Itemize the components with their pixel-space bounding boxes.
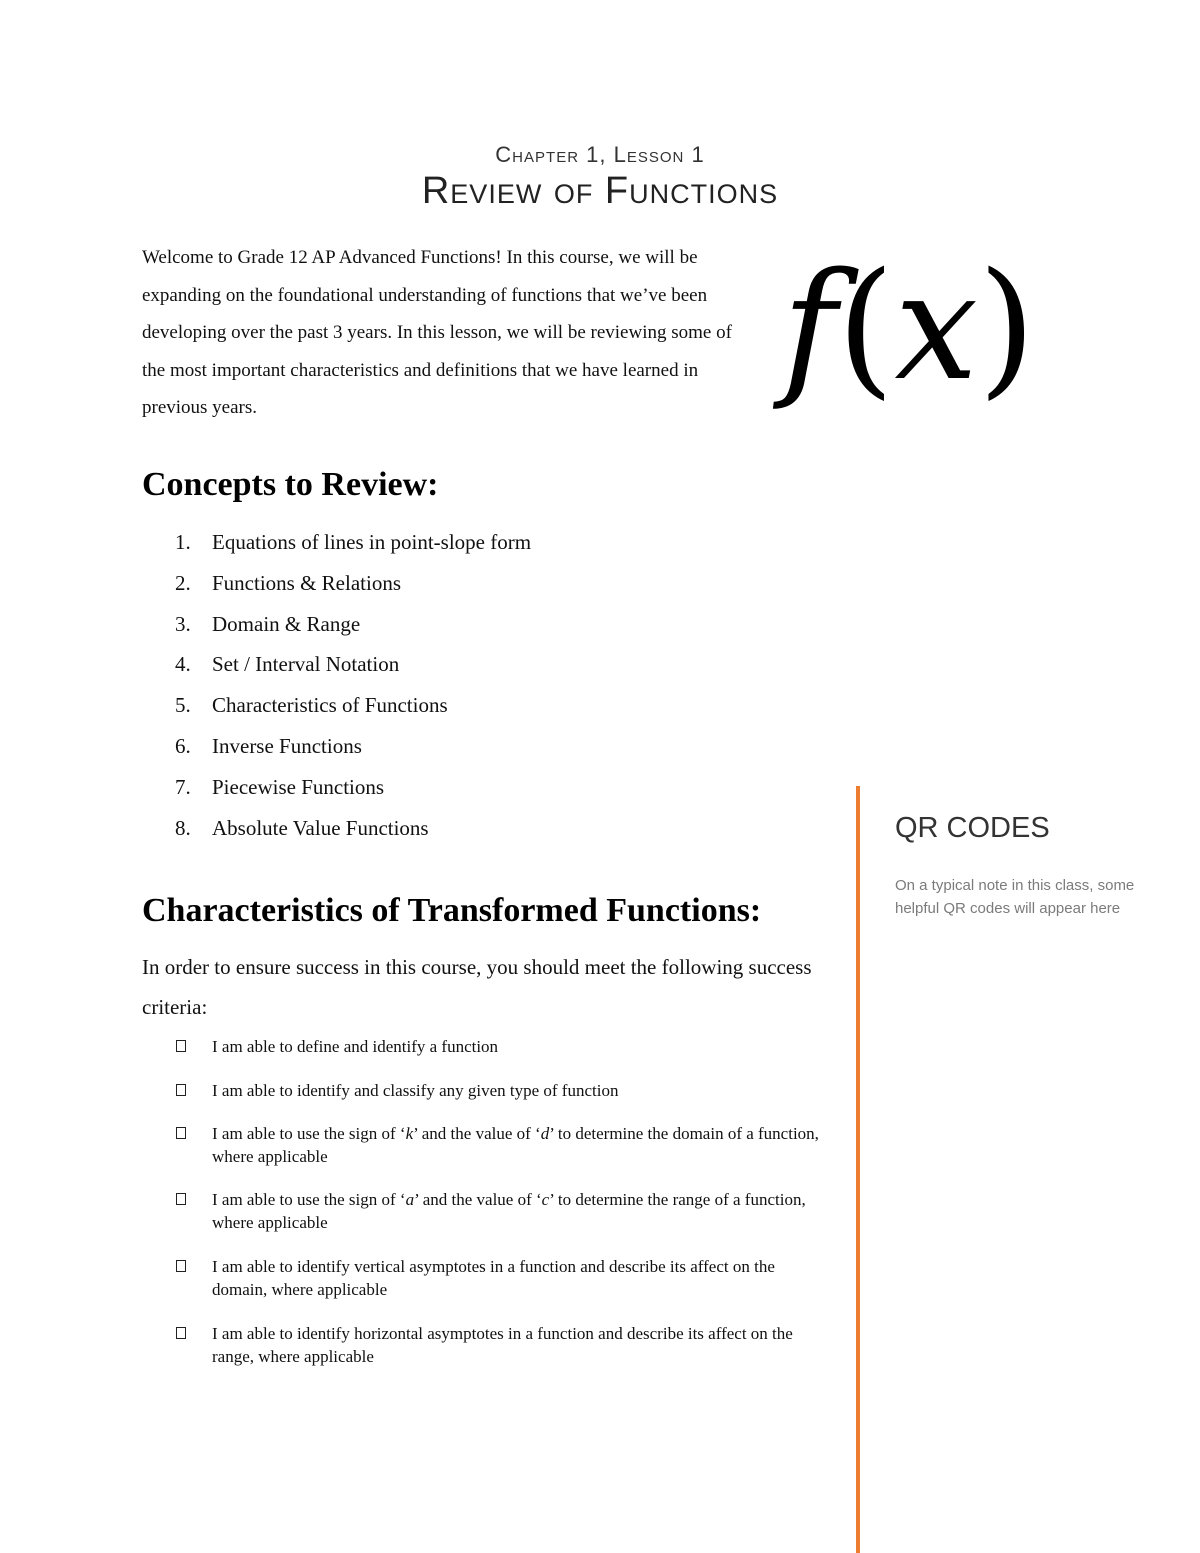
concept-label: Domain & Range <box>212 611 361 636</box>
concept-item <box>175 606 531 647</box>
criterion-text-part: ’ and the value of ‘ <box>414 1190 542 1209</box>
criterion-text <box>212 1322 822 1368</box>
checkbox[interactable] <box>176 1193 186 1205</box>
concept-label: Piecewise Functions <box>212 774 385 799</box>
fx-open-paren: ( <box>836 241 895 413</box>
qr-codes-note: On a typical note in this class, some helpful QR codes will appear here <box>895 877 1135 917</box>
concept-number: 3. <box>175 611 191 636</box>
concept-label: Equations of lines in point-slope form <box>212 530 532 554</box>
criterion-text <box>212 1188 822 1234</box>
fx-f: f <box>782 241 837 413</box>
concept-item <box>175 687 531 728</box>
criterion-text-part: I am able to identify vertical asymptotes in a function and describe its affect on the domain, where applicable <box>212 1257 775 1299</box>
concept-item <box>175 810 531 851</box>
concept-number: 7. <box>175 774 191 799</box>
fx-graphic <box>782 232 1062 422</box>
criterion-text <box>212 1079 822 1102</box>
fx-x: x <box>894 241 978 413</box>
criterion-variable: d <box>540 1124 550 1143</box>
checkbox[interactable] <box>176 1040 186 1052</box>
concept-item <box>175 769 531 810</box>
concept-number: 6. <box>175 733 191 758</box>
criterion-text-part: I am able to use the sign of ‘ <box>212 1190 406 1209</box>
document-title: Review of Functions <box>421 170 779 212</box>
concept-label: Set / Interval Notation <box>212 652 400 677</box>
checkbox[interactable] <box>176 1084 186 1096</box>
criterion-variable: c <box>541 1190 550 1209</box>
chapter-label: Chapter 1, Lesson 1 <box>495 142 705 167</box>
criterion-variable: k <box>405 1124 414 1143</box>
concept-label: Inverse Functions <box>212 733 362 758</box>
criterion-text <box>212 1255 822 1301</box>
checkbox[interactable] <box>176 1127 186 1139</box>
sidebar-divider <box>856 786 860 1553</box>
concept-number: 1. <box>175 530 191 554</box>
criterion-text <box>212 1122 822 1168</box>
criterion-text-part: I am able to identify and classify any given type of function <box>212 1081 619 1100</box>
criterion-text <box>212 1035 822 1058</box>
checkbox[interactable] <box>176 1260 186 1272</box>
fx-close-paren: ) <box>978 241 1036 413</box>
concept-number: 2. <box>175 570 191 595</box>
concept-number: 4. <box>175 652 191 677</box>
checkbox[interactable] <box>176 1327 186 1339</box>
concept-item <box>175 524 531 565</box>
intro-paragraph: Welcome to Grade 12 AP Advanced Functions! In this course, we will be expanding on the foundational understanding of functions that we’ve been developing over the past 3 years. In this lesson, we will be reviewing some of the most important characteristics and definitions that we have learned in previous years. <box>142 247 732 418</box>
criterion-text-part: ’ and the value of ‘ <box>413 1124 541 1143</box>
criteria-intro: In order to ensure success in this course, you should meet the following success criteria: <box>142 955 812 1019</box>
criterion-text-part: ’ to determine the range of a function, where applicable <box>212 1190 806 1232</box>
criterion-text-part: I am able to identify horizontal asymptotes in a function and describe its affect on the range, where applicable <box>212 1324 793 1366</box>
concepts-list <box>175 524 531 850</box>
concept-item <box>175 565 531 606</box>
concepts-heading: Concepts to Review: <box>142 466 439 503</box>
concept-item <box>175 646 531 687</box>
characteristics-heading: Characteristics of Transformed Functions: <box>142 892 762 929</box>
qr-codes-title: QR CODES <box>895 812 1050 844</box>
criterion-text-part: ’ to determine the domain of a function, where applicable <box>212 1124 819 1166</box>
criterion-text-part: I am able to use the sign of ‘ <box>212 1124 406 1143</box>
concept-number: 8. <box>175 815 191 840</box>
criterion-text-part: I am able to define and identify a function <box>212 1037 499 1056</box>
concept-label: Absolute Value Functions <box>212 815 429 840</box>
criterion-variable: a <box>405 1190 415 1209</box>
concept-item <box>175 728 531 769</box>
concept-number: 5. <box>175 693 191 718</box>
concept-label: Characteristics of Functions <box>212 693 448 718</box>
concept-label: Functions & Relations <box>212 570 401 595</box>
